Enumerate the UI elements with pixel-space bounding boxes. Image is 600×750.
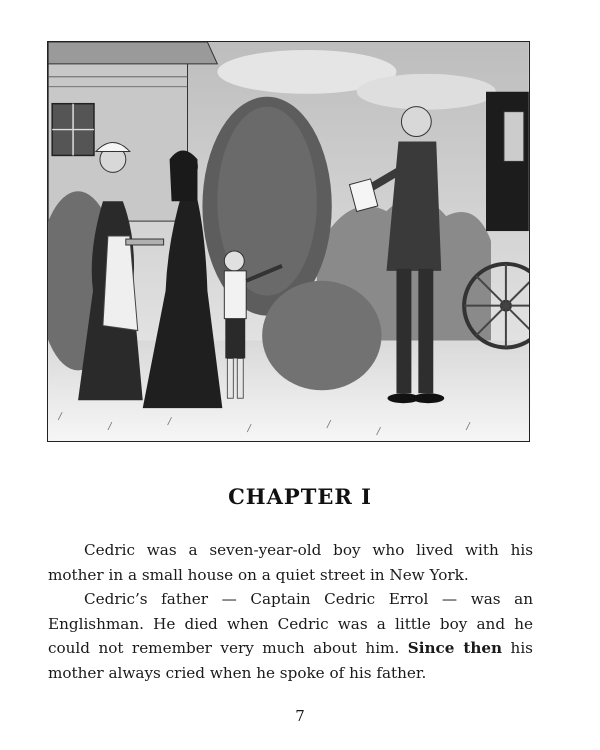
chapter-title: CHAPTER I bbox=[228, 484, 372, 509]
paragraph-2 bbox=[48, 587, 533, 685]
paragraph-1: Cedric was a seven-year-old boy who lived with his mother in a small house on a quiet street in New York. bbox=[48, 541, 533, 584]
page-number: 7 bbox=[295, 707, 305, 725]
paragraph-2-text-after: his mother always cried when he spoke of his father. bbox=[48, 639, 533, 682]
book-illustration-icon bbox=[48, 42, 529, 441]
paragraph-2-bold-phrase: Since then bbox=[407, 639, 503, 657]
paragraph-2-text-before: Cedric’s father — Captain Cedric Errol — was an Englishman. He died when Cedric was a little boy and he could not remember very much about him. bbox=[48, 590, 533, 657]
chapter-body bbox=[48, 538, 533, 685]
chapter-illustration bbox=[47, 41, 530, 442]
